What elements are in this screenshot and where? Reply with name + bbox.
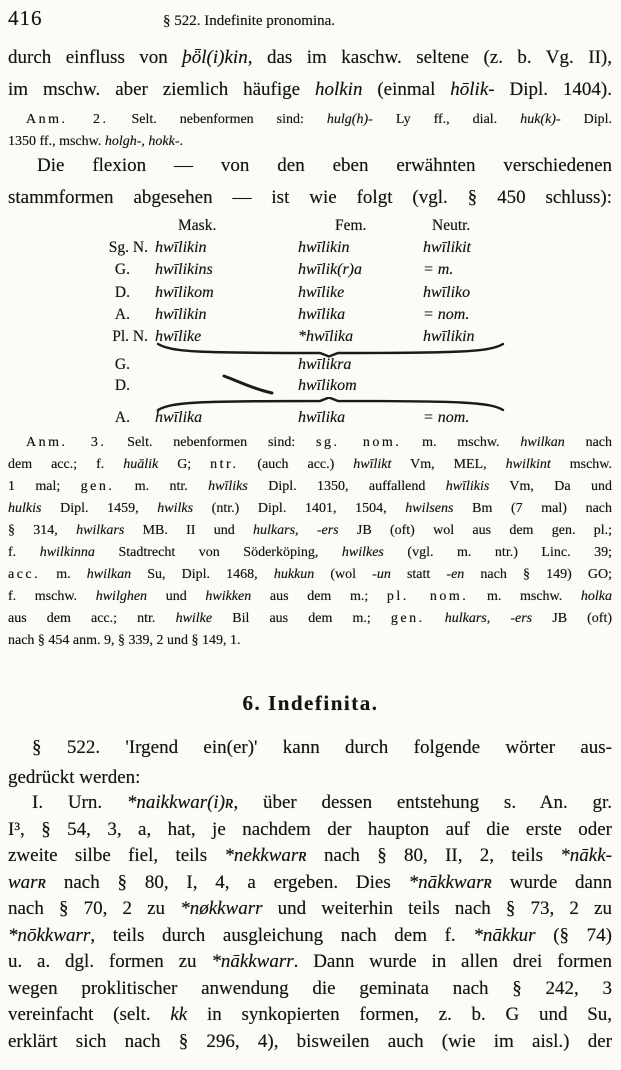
text-line: nach § 454 anm. 9, § 339, 2 und § 149, 1. xyxy=(8,633,241,648)
text-line: u. a. dgl. formen zu *nākkwarr. Dann wurde in allen drei formen xyxy=(8,951,612,972)
row-label: G. xyxy=(114,261,130,278)
text-line: im mschw. aber ziemlich häufige holkin (einmal hōlik- Dipl. 1404). xyxy=(8,79,613,100)
text-line: dem acc.; f. huālik G; ntr. (auch acc.) hwīlikt Vm, MEL, hwilkint mschw. xyxy=(8,457,612,472)
table-row xyxy=(0,283,540,303)
text-line: I³, § 54, 3, a, hat, je nachdem der haupton auf die erste oder xyxy=(8,818,612,840)
text-line: *nōkkwarr, teils durch ausgleichung nach dem f. *nākkur (§ 74) xyxy=(8,924,612,946)
row-label: D. xyxy=(114,284,130,301)
col-header-mask: Mask. xyxy=(178,217,217,234)
text-line: f. mschw. hwilghen und hwikken aus dem m.; pl. nom. m. mschw. holka xyxy=(8,589,613,604)
table-cell: = nom. xyxy=(423,409,470,426)
note-3-paragraph xyxy=(8,432,612,652)
text-line: durch einfluss von þȫl(i)kin, das im kaschw. seltene (z. b. Vg. II), xyxy=(8,47,612,68)
table-header-row xyxy=(0,216,540,236)
table-cell: hwīlike xyxy=(298,284,345,301)
table-row xyxy=(0,305,540,325)
table-cell: hwīlikins xyxy=(155,261,213,278)
col-header-neutr: Neutr. xyxy=(432,217,471,234)
flexion-paragraph xyxy=(8,150,612,214)
text-line: Anm. 2. Selt. nebenformen sind: hulg(h)- Ly ff., dial. huk(k)- Dipl. xyxy=(26,112,613,127)
table-cell: hwīlik(r)a xyxy=(298,261,362,278)
text-line: I. Urn. *naikkwar(i)ʀ, über dessen entstehung s. An. gr. xyxy=(32,792,612,813)
table-cell: hwīlikin xyxy=(155,306,207,323)
text-line: zweite silbe fiel, teils *nekkwarʀ nach § 80, II, 2, teils *nākk- xyxy=(8,845,612,866)
table-cell: = m. xyxy=(423,261,454,278)
text-line: aus dem acc.; ntr. hwilke Bil aus dem m.; gen. hulkars, -ers JB (oft) xyxy=(8,611,613,626)
table-cell: hwīlike xyxy=(155,328,202,345)
text-line: 1 mal; gen. m. ntr. hwīliks Dipl. 1350, auffallend hwīlikis Vm, Da und xyxy=(8,479,612,494)
text-line: vereinfacht (selt. kk in synkopierten formen, z. b. G und Su, xyxy=(8,1004,613,1025)
diagonal-stroke xyxy=(220,373,278,397)
table-row xyxy=(0,238,540,258)
intro-paragraph xyxy=(8,42,612,106)
underbrace-line xyxy=(156,342,506,358)
table-row xyxy=(0,355,540,375)
col-header-fem: Fem. xyxy=(335,217,367,234)
text-line: wegen proklitischer anwendung die geminata nach § 242, 3 xyxy=(8,977,612,999)
row-label: A. xyxy=(114,409,130,426)
text-line: warʀ nach § 80, I, 4, a ergeben. Dies *nākkwarʀ wurde dann xyxy=(8,871,612,893)
row-label: Pl. N. xyxy=(112,328,148,345)
text-line: gedrückt werden: xyxy=(8,767,141,788)
paragraph-origin xyxy=(8,790,612,1055)
text-line: erklärt sich nach § 296, 4), bisweilen auch (wie im aisl.) der xyxy=(8,1030,612,1052)
table-cell: hwīlika xyxy=(155,409,203,426)
row-label: A. xyxy=(114,306,130,323)
table-cell: = nom. xyxy=(423,306,470,323)
table-cell: hwīlikom xyxy=(155,284,214,301)
running-header: § 522. Indefinite pronomina. xyxy=(163,13,336,29)
text-line: Anm. 3. Selt. nebenformen sind: sg. nom. m. mschw. hwilkan nach xyxy=(26,435,612,450)
page-number: 416 xyxy=(8,6,43,30)
text-line: hulkis Dipl. 1459, hwilks (ntr.) Dipl. 1401, 1504, hwilsens Bm (7 mal) nach xyxy=(8,501,612,516)
table-cell: hwīlika xyxy=(298,409,346,426)
table-cell: hwīlikin xyxy=(155,239,207,256)
row-label: Sg. N. xyxy=(108,239,148,256)
note-2-paragraph xyxy=(8,109,612,153)
table-cell: hwīlikra xyxy=(298,356,352,373)
table-cell: hwīlikit xyxy=(423,239,471,256)
table-cell: hwīlikom xyxy=(298,377,357,394)
table-cell: hwīlikin xyxy=(423,328,475,345)
table-cell: hwīlika xyxy=(298,306,346,323)
text-line: f. hwilkinna Stadtrecht von Söderköping, hwilkes (vgl. m. ntr.) Linc. 39; xyxy=(8,545,612,560)
section-heading: 6. Indefinita. xyxy=(242,691,379,715)
text-line: nach § 70, 2 zu *nøkkwarr und weiterhin teils nach § 73, 2 zu xyxy=(8,898,612,919)
table-row xyxy=(0,260,540,280)
text-line: 1350 ff., mschw. holgh-, hokk-. xyxy=(8,134,183,149)
paragraph-522 xyxy=(8,733,612,793)
table-cell: hwīlikin xyxy=(298,239,350,256)
text-line: acc. m. hwilkan Su, Dipl. 1468, hukkun (wol -un statt -en nach § 149) GO; xyxy=(8,567,612,582)
text-line: § 314, hwilkars MB. II und hulkars, -ers JB (oft) wol aus dem gen. pl.; xyxy=(8,523,612,538)
row-label: G. xyxy=(114,356,130,373)
text-line: § 522. 'Irgend ein(er)' kann durch folgende wörter aus- xyxy=(32,737,612,758)
table-cell: *hwīlika xyxy=(298,328,354,345)
row-label: D. xyxy=(114,377,130,394)
overbrace-line xyxy=(156,397,506,413)
table-cell: hwīliko xyxy=(423,284,471,301)
text-line: Die flexion — von den eben erwähnten verschiedenen xyxy=(37,155,612,176)
text-line: stammformen abgesehen — ist wie folgt (vgl. § 450 schluss): xyxy=(8,187,612,208)
